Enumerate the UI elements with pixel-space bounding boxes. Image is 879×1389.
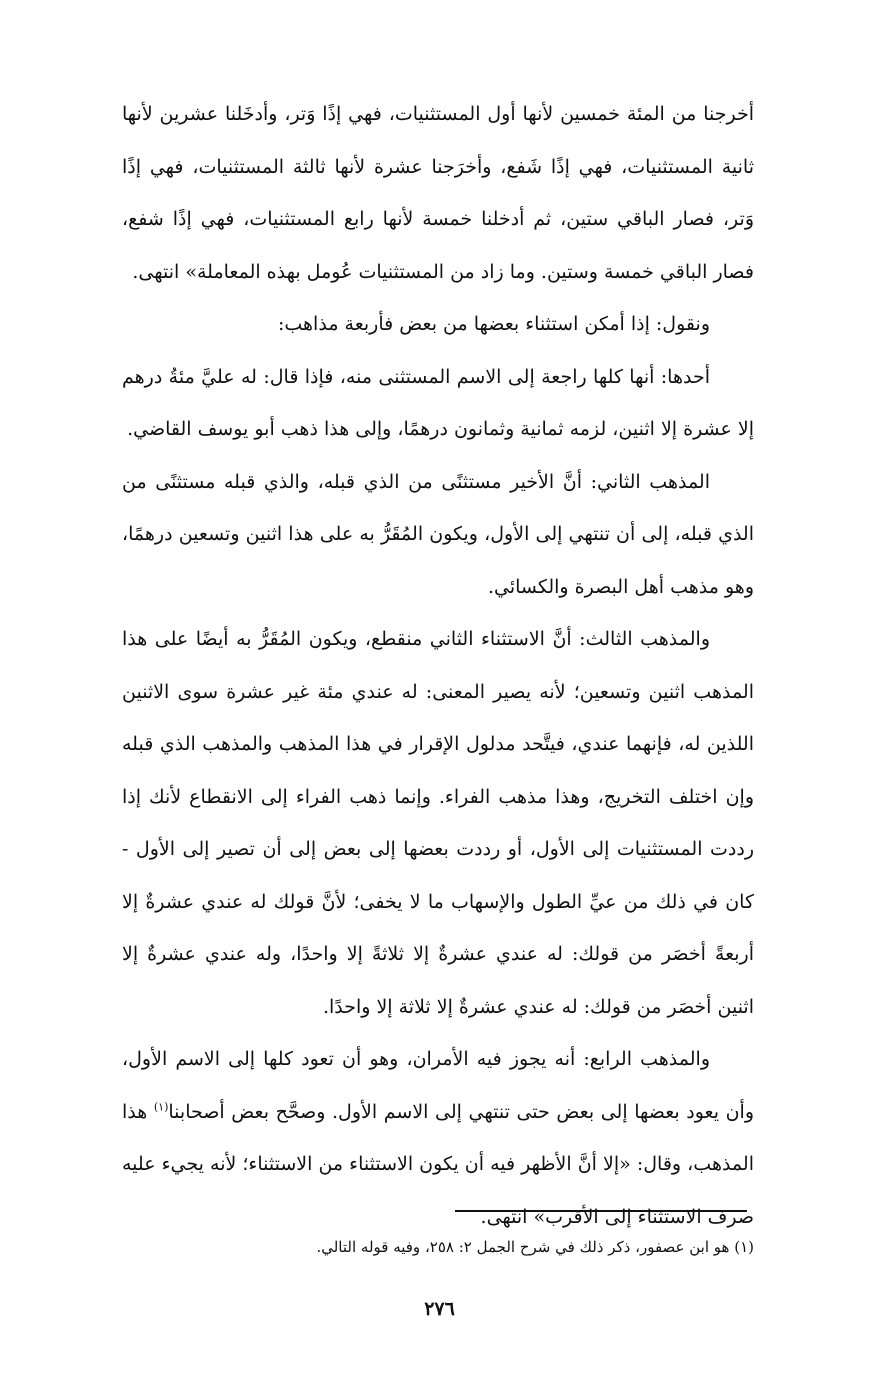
paragraph-2: ونقول: إذا أمكن استثناء بعضها من بعض فأربعة مذاهب: [277, 313, 710, 335]
paragraph-6-text-b: هذا المذهب، وقال: «إلا أنَّ الأظهر فيه أن يكون الاستثناء من الاستثناء؛ لأنه يجيء عليه صرف الاستثناء إلى الأقرب» انتهى. [122, 1100, 754, 1228]
page-number: ٢٧٦ [424, 1298, 455, 1320]
footnote: (١) هو ابن عصفور، ذكر ذلك في شرح الجمل ٢: ٢٥٨، وفيه قوله التالي. [316, 1238, 754, 1256]
main-text [122, 88, 754, 1243]
paragraph-5: والمذهب الثالث: أنَّ الاستثناء الثاني منقطع، ويكون المُقَرُّ به أيضًا على هذا المذهب اثنين وتسعين؛ لأنه يصير المعنى: له عندي مئة غير عشرة سوى الاثنين اللذين له، فإنهما عندي، فيتَّحد مدلول الإقرار في هذا المذهب والمذهب الذي قبله وإن اختلف التخريج، وهذا مذهب الفراء. وإنما ذهب الفراء إلى الانقطاع لأنك إذا رددت المستثنيات إلى الأول، أو رددت بعضها إلى بعض إلى أن تصير إلى الأول - كان في ذلك من عيِّ الطول والإسهاب ما لا يخفى؛ لأنَّ قولك له عندي عشرةٌ إلا أربعةً أخصَر من قولك: له عندي عشرةٌ إلا ثلاثةً إلا واحدًا، وله عندي عشرةٌ إلا اثنين أخصَر من قولك: له عندي عشرةٌ إلا ثلاثة إلا واحدًا. [122, 628, 754, 1018]
paragraph-1: أخرجنا من المئة خمسين لأنها أول المستثنيات، فهي إذًا وَتر، وأدخَلنا عشرين لأنها ثانية المستثنيات، فهي إذًا شَفع، وأخرَجنا عشرة لأنها ثالثة المستثنيات، فهي إذًا وَتر، فصار الباقي ستين، ثم أدخلنا خمسة لأنها رابع المستثنيات، فهي إذًا شفع، فصار الباقي خمسة وستين. وما زاد من المستثنيات عُومل بهذه المعاملة» انتهى. [122, 103, 754, 283]
footnote-reference: (١) [153, 1100, 169, 1114]
footnote-divider [455, 1210, 747, 1212]
paragraph-3: أحدها: أنها كلها راجعة إلى الاسم المستثنى منه، فإذا قال: له عليَّ مئةُ درهم إلا عشرة إلا اثنين، لزمه ثمانية وثمانون درهمًا، وإلى هذا ذهب أبو يوسف القاضي. [122, 365, 754, 440]
paragraph-6-text-a: والمذهب الرابع: أنه يجوز فيه الأمران، وهو أن تعود كلها إلى الاسم الأول، وأن يعود بعضها إلى بعض حتى تنتهي إلى الاسم الأول. وصحَّح بعض أصحابنا [122, 1048, 755, 1123]
paragraph-4: المذهب الثاني: أنَّ الأخير مستثنًى من الذي قبله، والذي قبله مستثنًى من الذي قبله، إلى أن تنتهي إلى الأول، ويكون المُقَرُّ به على هذا اثنين وتسعين درهمًا، وهو مذهب أهل البصرة والكسائي. [122, 470, 754, 598]
